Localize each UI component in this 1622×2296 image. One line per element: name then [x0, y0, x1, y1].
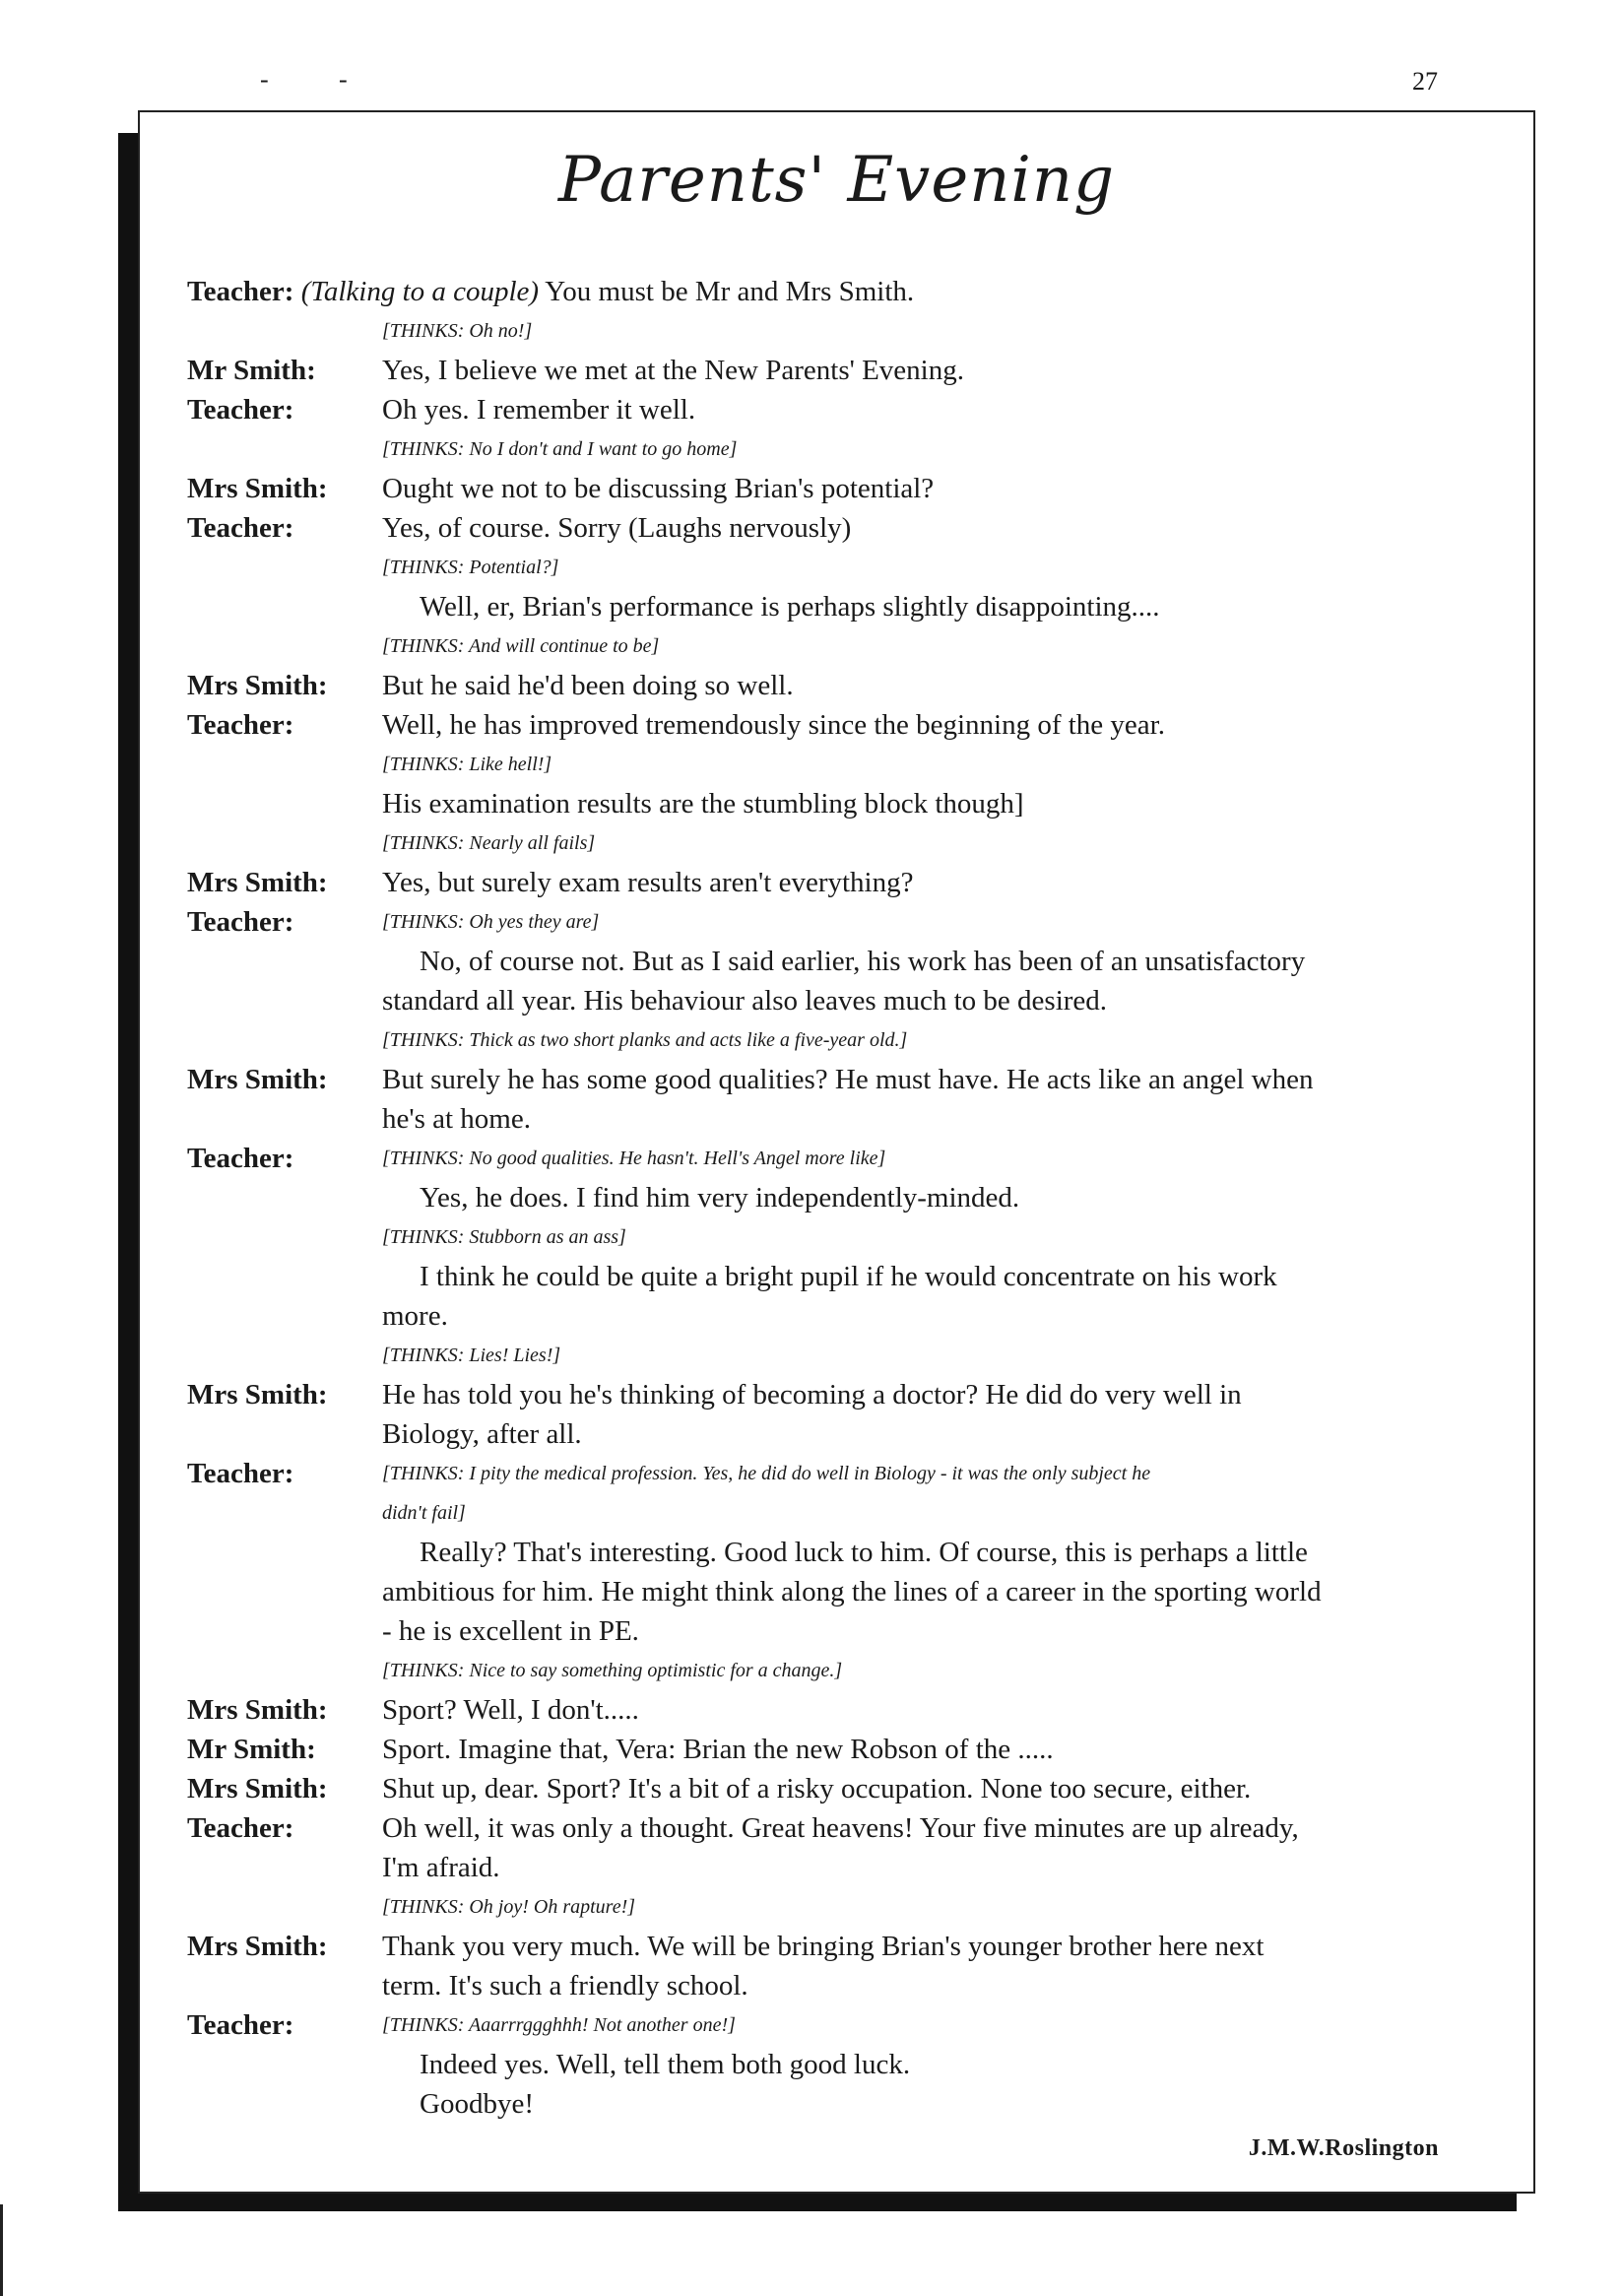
- line-text: Well, he has improved tremendously since the beginning of the year.: [382, 709, 1165, 741]
- dialogue-line: [187, 1769, 1497, 1808]
- speaker: Teacher:: [187, 276, 294, 307]
- stage-direction: (Talking to a couple): [300, 276, 540, 307]
- speaker: Mr Smith:: [187, 1734, 316, 1765]
- speaker: Mr Smith:: [187, 355, 316, 386]
- dialogue-line: [187, 548, 1497, 587]
- thought-text: [THINKS: Potential?]: [382, 557, 559, 578]
- thought-text: [THINKS: Nice to say something optimistic for a change.]: [382, 1660, 843, 1681]
- line-text: But surely he has some good qualities? He must have. He acts like an angel when: [382, 1064, 1314, 1095]
- article-title: Parents' Evening: [557, 144, 1116, 217]
- dialogue-line: [187, 1493, 1497, 1533]
- dialogue-line: [187, 390, 1497, 429]
- dialogue-line: [187, 1020, 1497, 1060]
- speaker: Mrs Smith:: [187, 473, 328, 504]
- line-text: Indeed yes. Well, tell them both good luck.: [420, 2049, 911, 2080]
- line-text: Sport? Well, I don't.....: [382, 1694, 639, 1726]
- page-edge-mark: [0, 2204, 3, 2296]
- line-text: Yes, of course. Sorry (Laughs nervously): [382, 512, 852, 544]
- dialogue-line: [187, 2084, 1497, 2124]
- dialogue-line: [187, 1099, 1497, 1139]
- dialogue-line: [187, 1257, 1497, 1296]
- thought-text: [THINKS: And will continue to be]: [382, 635, 660, 657]
- dialogue-line: [187, 351, 1497, 390]
- dialogue-line: [187, 1887, 1497, 1927]
- line-text: Ought we not to be discussing Brian's potential?: [382, 473, 935, 504]
- dialogue-line: [187, 429, 1497, 469]
- speaker: Teacher:: [187, 512, 294, 544]
- thought-text: [THINKS: Nearly all fails]: [382, 832, 596, 854]
- dialogue-line: [187, 1139, 1497, 1178]
- dialogue-line: [187, 1178, 1497, 1217]
- thought-text: didn't fail]: [382, 1502, 466, 1524]
- line-text: Yes, he does. I find him very independently-minded.: [420, 1182, 1020, 1214]
- line-text: Sport. Imagine that, Vera: Brian the new Robson of the .....: [382, 1734, 1054, 1765]
- dialogue-line: [187, 1808, 1497, 1848]
- author-signature: J.M.W.Roslington: [1248, 2135, 1439, 2161]
- line-text: Really? That's interesting. Good luck to him. Of course, this is perhaps a little: [420, 1537, 1308, 1568]
- speaker: Mrs Smith:: [187, 670, 328, 701]
- speaker: Teacher:: [187, 1143, 294, 1174]
- speaker: Mrs Smith:: [187, 1773, 328, 1804]
- margin-dash-1: -: [260, 65, 269, 94]
- dialogue-line: [187, 1730, 1497, 1769]
- line-text: Biology, after all.: [382, 1418, 582, 1450]
- dialogue-line: [187, 1572, 1497, 1611]
- thought-text: [THINKS: Lies! Lies!]: [382, 1345, 561, 1366]
- dialogue-line: [187, 1454, 1497, 1493]
- dialogue-line: [187, 1414, 1497, 1454]
- dialogue-line: [187, 784, 1497, 823]
- line-text: he's at home.: [382, 1103, 531, 1135]
- dialogue-line: [187, 2005, 1497, 2045]
- dialogue-line: [187, 942, 1497, 981]
- line-text: But he said he'd been doing so well.: [382, 670, 794, 701]
- dialogue-line: [187, 1690, 1497, 1730]
- speaker: Teacher:: [187, 906, 294, 938]
- speaker: Mrs Smith:: [187, 1931, 328, 1962]
- dialogue-line: [187, 745, 1497, 784]
- thought-text: [THINKS: Stubborn as an ass]: [382, 1226, 626, 1248]
- thought-text: [THINKS: No I don't and I want to go home]: [382, 438, 738, 460]
- article-box: [138, 110, 1535, 2194]
- line-text: Well, er, Brian's performance is perhaps slightly disappointing....: [420, 591, 1160, 623]
- line-text: Oh well, it was only a thought. Great heavens! Your five minutes are up already,: [382, 1812, 1299, 1844]
- line-text: Goodbye!: [420, 2088, 534, 2120]
- line-text: He has told you he's thinking of becoming a doctor? He did do very well in: [382, 1379, 1242, 1410]
- thought-text: [THINKS: Like hell!]: [382, 754, 552, 775]
- thought-text: [THINKS: No good qualities. He hasn't. Hell's Angel more like]: [382, 1148, 886, 1169]
- dialogue-line: [187, 902, 1497, 942]
- line-text: Thank you very much. We will be bringing Brian's younger brother here next: [382, 1931, 1265, 1962]
- dialogue-line: [187, 705, 1497, 745]
- dialogue-line: [187, 1336, 1497, 1375]
- line-text: You must be Mr and Mrs Smith.: [545, 276, 915, 307]
- dialogue-line: [187, 1296, 1497, 1336]
- dialogue-line: [187, 587, 1497, 626]
- page-number: 27: [1412, 67, 1438, 96]
- line-text: Oh yes. I remember it well.: [382, 394, 696, 426]
- thought-text: [THINKS: Oh joy! Oh rapture!]: [382, 1896, 636, 1918]
- line-text: standard all year. His behaviour also leaves much to be desired.: [382, 985, 1108, 1017]
- thought-text: [THINKS: Oh no!]: [382, 320, 533, 342]
- thought-text: [THINKS: Oh yes they are]: [382, 911, 600, 933]
- dialogue-line: [187, 1217, 1497, 1257]
- dialogue-line: [187, 508, 1497, 548]
- speaker: Teacher:: [187, 2009, 294, 2041]
- line-text: No, of course not. But as I said earlier, his work has been of an unsatisfactory: [420, 946, 1306, 977]
- dialogue-line: [187, 469, 1497, 508]
- speaker: Teacher:: [187, 1812, 294, 1844]
- dialogue-line: [187, 1611, 1497, 1651]
- speaker: Mrs Smith:: [187, 1064, 328, 1095]
- dialogue-line: [187, 1375, 1497, 1414]
- dialogue-line: [187, 823, 1497, 863]
- speaker: Mrs Smith:: [187, 867, 328, 898]
- line-text: ambitious for him. He might think along the lines of a career in the sporting world: [382, 1576, 1322, 1607]
- line-text: I think he could be quite a bright pupil if he would concentrate on his work: [420, 1261, 1277, 1292]
- speaker: Teacher:: [187, 709, 294, 741]
- intro-line: [187, 272, 1497, 311]
- line-text: more.: [382, 1300, 448, 1332]
- dialogue-line: [187, 863, 1497, 902]
- line-text: I'm afraid.: [382, 1852, 500, 1883]
- dialogue-line: [187, 1848, 1497, 1887]
- dialogue-line: [187, 981, 1497, 1020]
- margin-dash-2: -: [339, 65, 348, 94]
- thought-text: [THINKS: Aaarrrggghhh! Not another one!]: [382, 2014, 736, 2036]
- dialogue-line: [187, 1060, 1497, 1099]
- dialogue-line: [187, 1966, 1497, 2005]
- dialogue-line: [187, 1533, 1497, 1572]
- line-text: Yes, I believe we met at the New Parents' Evening.: [382, 355, 964, 386]
- dialogue-line: [187, 2045, 1497, 2084]
- dialogue-line: [187, 626, 1497, 666]
- line-text: term. It's such a friendly school.: [382, 1970, 748, 2001]
- speaker: Teacher:: [187, 394, 294, 426]
- line-text: His examination results are the stumbling block though]: [382, 788, 1024, 820]
- dialogue-line: [187, 1927, 1497, 1966]
- speaker: Mrs Smith:: [187, 1694, 328, 1726]
- thought-text: [THINKS: I pity the medical profession. Yes, he did do well in Biology - it was the only subject he: [382, 1463, 1151, 1484]
- thought-text: [THINKS: Thick as two short planks and acts like a five-year old.]: [382, 1029, 908, 1051]
- line-text: Yes, but surely exam results aren't everything?: [382, 867, 914, 898]
- dialogue: [187, 272, 1497, 2124]
- line-text: Shut up, dear. Sport? It's a bit of a risky occupation. None too secure, either.: [382, 1773, 1252, 1804]
- dialogue-line: [187, 1651, 1497, 1690]
- speaker: Teacher:: [187, 1458, 294, 1489]
- dialogue-line: [187, 666, 1497, 705]
- dialogue-line: [187, 311, 1497, 351]
- speaker: Mrs Smith:: [187, 1379, 328, 1410]
- line-text: - he is excellent in PE.: [382, 1615, 639, 1647]
